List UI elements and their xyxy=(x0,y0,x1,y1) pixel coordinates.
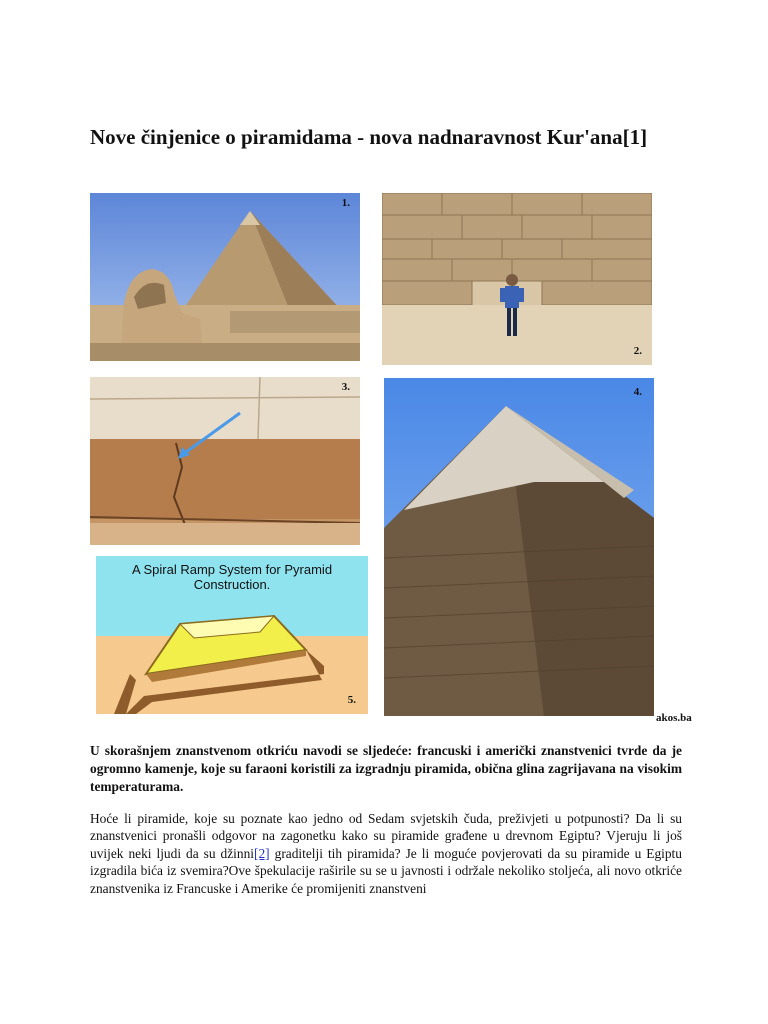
figure-label-3: 3. xyxy=(341,381,350,393)
photo-sphinx-pyramid xyxy=(90,193,360,361)
body-text-part2: graditelji tih piramida? Je li moguće povjerovati da su piramide u Egiptu izgradila bića iz svemira?Ove špekulacije raširile su se u javnosti i održale nekoliko stoljeća, ali novo otkriće znanstvenika iz Francuske i Amerike će promijeniti znanstveni xyxy=(90,845,682,896)
diagram-caption: A Spiral Ramp System for Pyramid Construction. xyxy=(131,562,333,592)
figure-label-5: 5. xyxy=(347,694,356,706)
photo-man-blocks xyxy=(382,193,652,365)
body-text-part1: Hoće li piramide, koje su poznate kao jedno od Sedam svjetskih čuda, preživjeti u potpunosti? Da li su znanstvenici pronašli odgovor na zagonetku kako su piramide građene u drevnom Egiptu? Vjeruju li još uvijek neki ljudi da su džinni xyxy=(90,811,682,861)
body-paragraph xyxy=(90,810,682,897)
figure-label-4: 4. xyxy=(633,386,642,398)
figure-label-2: 2. xyxy=(633,345,642,357)
photo-block-arrow xyxy=(90,377,360,545)
image-credit: akos.ba xyxy=(656,712,692,724)
lead-paragraph: U skorašnjem znanstvenom otkriću navodi se sljedeće: francuski i američki znanstvenici tvrde da je ogromno kamenje, koje su faraoni koristili za izgradnju piramida, obična glina zagrijavana na visokim temperaturama. xyxy=(90,743,682,794)
article-title: Nove činjenice o piramidama - nova nadnaravnost Kur'ana[1] xyxy=(90,125,648,149)
photo-pyramid-top xyxy=(384,378,654,716)
diagram-spiral-ramp xyxy=(96,556,368,714)
footnote-link-2[interactable]: [2] xyxy=(254,845,270,861)
figure-label-1: 1. xyxy=(341,197,350,209)
